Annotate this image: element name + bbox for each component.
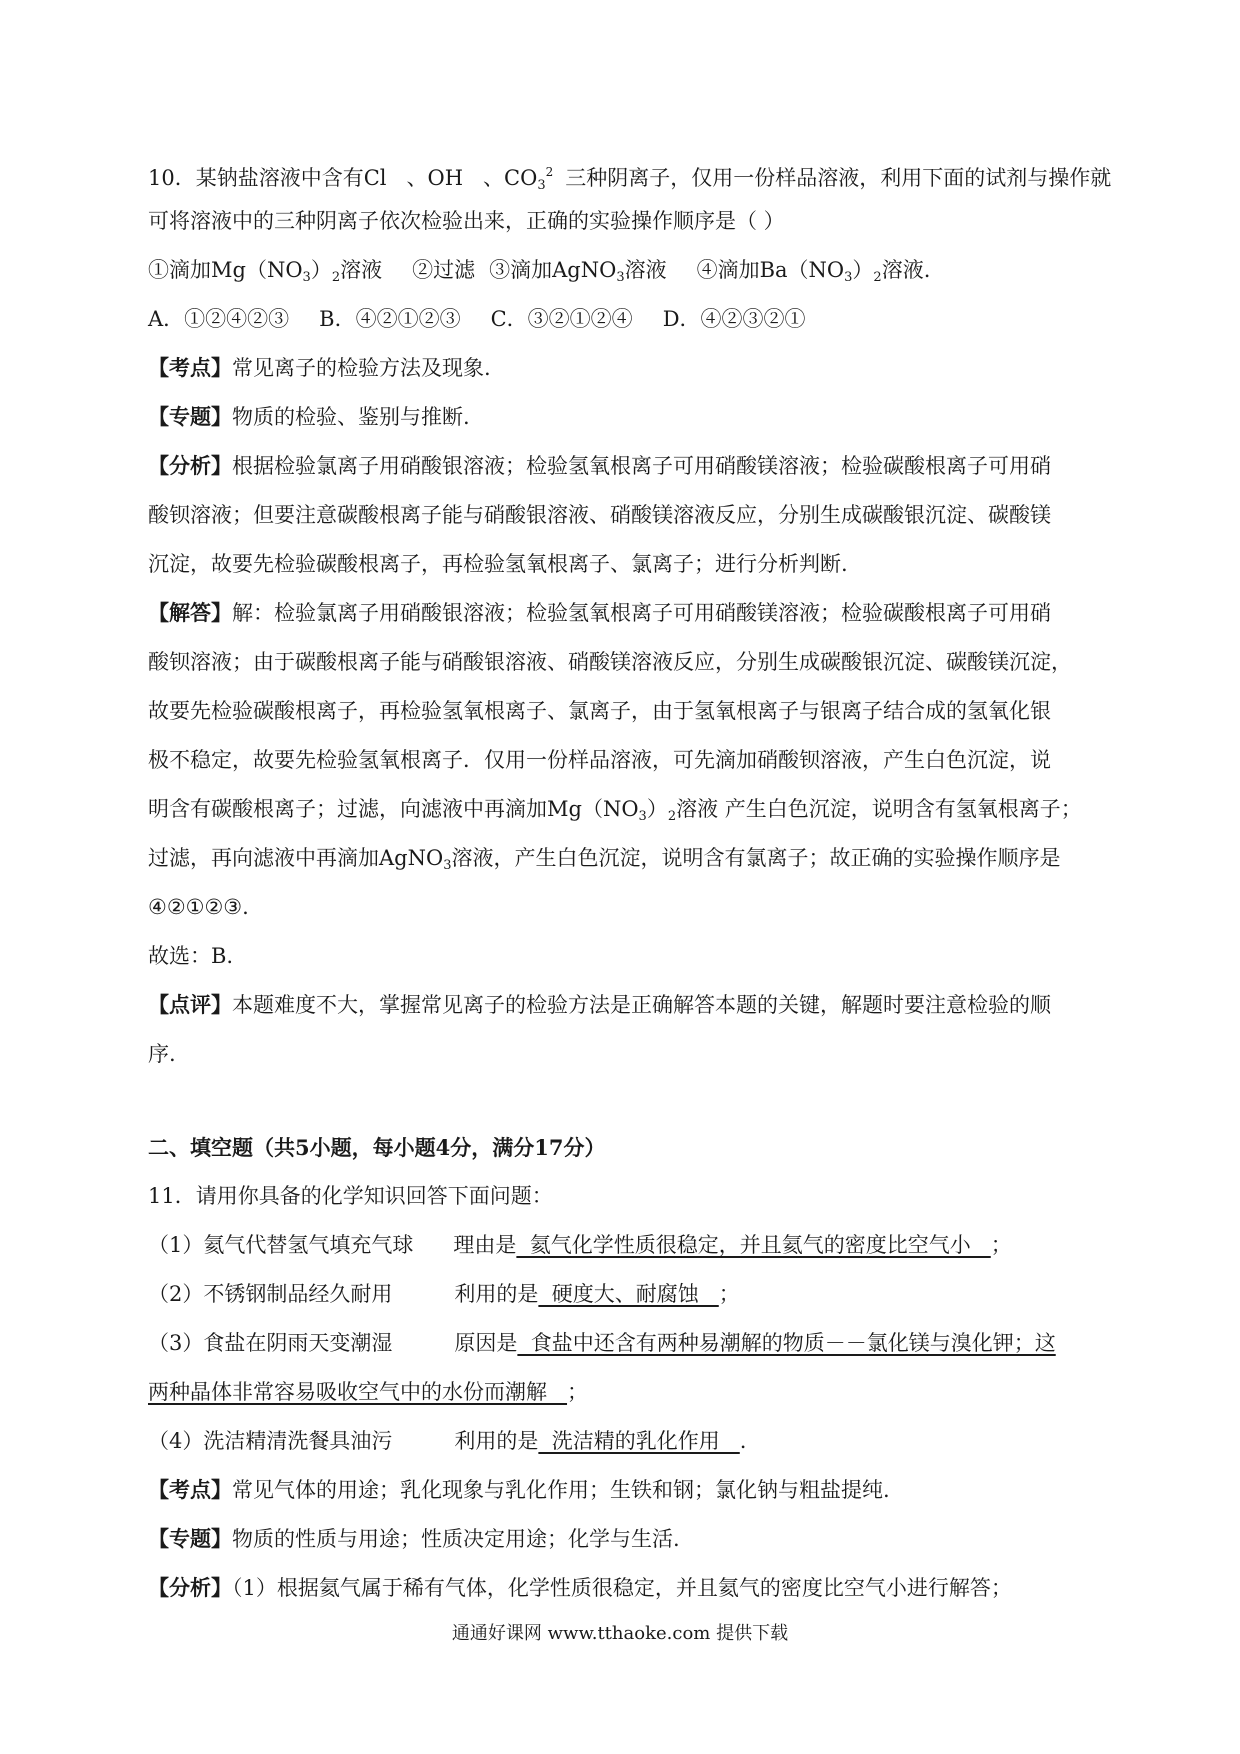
q10-options: [148, 254, 930, 294]
q10-kaodian: [148, 352, 491, 384]
q10-stem-text: 三种阴离子，仅用一份样品溶液，利用下面的试剂与操作就: [565, 166, 1112, 190]
option-4: ）: [852, 258, 874, 282]
q11-part2: [148, 1278, 740, 1310]
subscript: 3: [844, 270, 853, 285]
answer-blank: 食盐中还含有两种易潮解的物质－－氯化镁与溴化钾；这: [517, 1331, 1056, 1355]
tag-zhuanti: 【专题】: [148, 404, 232, 429]
tag-jieda: 【解答】: [148, 600, 232, 625]
q10-guxuan: 故选：B.: [148, 944, 234, 968]
subscript: 2: [873, 270, 882, 285]
dianping-text: 本题难度不大，掌握常见离子的检验方法是正确解答本题的关键，解题时要注意检验的顺: [232, 993, 1051, 1017]
part-end: ；: [990, 1233, 1012, 1257]
q10-jieda-line5: [148, 793, 1082, 833]
q11-part4: [148, 1425, 746, 1457]
q10-stem-text: 、CO: [483, 166, 538, 190]
answer-blank: 两种晶体非常容易吸收空气中的水份而潮解: [148, 1380, 568, 1404]
subscript: 3: [638, 809, 647, 824]
tag-kaodian: 【考点】: [148, 355, 232, 380]
part-label: （4）洗洁精清洗餐具油污: [148, 1429, 393, 1453]
q10-stem-text: 10．某钠盐溶液中含有Cl: [148, 166, 387, 190]
q11-part3-line2: [148, 1376, 588, 1408]
part-lead: 原因是: [454, 1331, 518, 1355]
q10-jieda-line1: [148, 597, 1051, 629]
q11-stem: 11．请用你具备的化学知识回答下面问题：: [148, 1184, 553, 1208]
choice-a: A．①②④②③: [148, 307, 290, 331]
part-label: （3）食盐在阴雨天变潮湿: [148, 1331, 393, 1355]
q10-stem-line1: [148, 156, 1111, 202]
q11-fenxi: [148, 1572, 1012, 1604]
q10-stem-line2: 可将溶液中的三种阴离子依次检验出来，正确的实验操作顺序是（ ）: [148, 209, 785, 233]
jieda-text: 明含有碳酸根离子；过滤，向滤液中再滴加Mg（NO: [148, 797, 639, 821]
q10-jieda-line4: 极不稳定，故要先检验氢氧根离子．仅用一份样品溶液，可先滴加硝酸钡溶液，产生白色沉淀，说: [148, 748, 1051, 772]
q10-jieda-line2: 酸钡溶液；由于碳酸根离子能与硝酸银溶液、硝酸镁溶液反应，分别生成碳酸银沉淀、碳酸镁沉淀，: [148, 650, 1072, 674]
kaodian-text: 常见气体的用途；乳化现象与乳化作用；生铁和钢；氯化钠与粗盐提纯.: [232, 1478, 890, 1502]
part-lead: 利用的是: [454, 1282, 539, 1306]
part-lead: 利用的是: [454, 1429, 539, 1453]
tag-fenxi: 【分析】: [148, 1575, 232, 1600]
jieda-text: 溶液，产生白色沉淀，说明含有氯离子；故正确的实验操作顺序是: [451, 846, 1061, 870]
tag-dianping: 【点评】: [148, 992, 232, 1017]
option-3: ③滴加AgNO: [489, 258, 617, 282]
option-3: 溶液: [624, 258, 667, 282]
q10-fenxi-line2: 酸钡溶液；但要注意碳酸根离子能与硝酸银溶液、硝酸镁溶液反应，分别生成碳酸银沉淀、碳酸镁: [148, 503, 1051, 527]
q11-kaodian: [148, 1474, 890, 1506]
subscript: 2: [331, 270, 341, 285]
subscript: 3: [537, 178, 546, 193]
jieda-text: ）: [646, 797, 668, 821]
part-end: ；: [718, 1282, 740, 1306]
choice-c: C．③②①②④: [490, 307, 633, 331]
option-1: 溶液: [340, 258, 383, 282]
page-footer: 通通好课网 www.tthaoke.com 提供下载: [451, 1623, 789, 1644]
q10-jieda-line7: ④②①②③.: [148, 895, 249, 919]
part-label: （2）不锈钢制品经久耐用: [148, 1282, 393, 1306]
q10-jieda-line3: 故要先检验碳酸根离子，再检验氢氧根离子、氯离子，由于氢氧根离子与银离子结合成的氢氧化银: [148, 699, 1051, 723]
q10-fenxi-line1: [148, 450, 1051, 482]
q10-dianping-line2: 序.: [148, 1042, 176, 1066]
jieda-text: 解：检验氯离子用硝酸银溶液；检验氢氧根离子可用硝酸镁溶液；检验碳酸根离子可用硝: [232, 601, 1051, 625]
q10-dianping-line1: [148, 989, 1051, 1021]
q10-fenxi-line3: 沉淀，故要先检验碳酸根离子，再检验氢氧根离子、氯离子；进行分析判断.: [148, 552, 848, 576]
subscript: 3: [302, 270, 311, 285]
q10-choices: [148, 303, 806, 335]
option-2: ②过滤: [412, 258, 476, 282]
answer-blank: 氦气化学性质很稳定，并且氦气的密度比空气小: [516, 1233, 991, 1257]
option-1: ）: [310, 258, 332, 282]
q10-jieda-line6: [148, 842, 1060, 882]
choice-d: D．④②③②①: [662, 307, 806, 331]
superscript: 2: [545, 165, 554, 179]
option-1: ①滴加Mg（NO: [148, 258, 303, 282]
tag-zhuanti: 【专题】: [148, 1526, 232, 1551]
q11-zhuanti: [148, 1523, 680, 1555]
kaodian-text: 常见离子的检验方法及现象.: [232, 356, 491, 380]
subscript: 2: [667, 809, 677, 824]
choice-b: B．④②①②③: [319, 307, 461, 331]
q11-part1: [148, 1229, 1012, 1261]
part-lead: 理由是: [453, 1233, 517, 1257]
answer-blank: 洗洁精的乳化作用: [538, 1429, 740, 1453]
fenxi-text: （1）根据氦气属于稀有气体，化学性质很稳定，并且氦气的密度比空气小进行解答；: [232, 1576, 1012, 1600]
jieda-text: 过滤，再向滤液中再滴加AgNO: [148, 846, 444, 870]
jieda-text: 溶液 产生白色沉淀，说明含有氢氧根离子；: [676, 797, 1082, 821]
subscript: 3: [616, 270, 625, 285]
part-end: .: [739, 1429, 747, 1453]
option-4: ④滴加Ba（NO: [696, 258, 845, 282]
option-4: 溶液.: [881, 258, 931, 282]
zhuanti-text: 物质的性质与用途；性质决定用途；化学与生活.: [232, 1527, 680, 1551]
q10-zhuanti: [148, 401, 470, 433]
q10-stem-text: 、OH: [406, 166, 464, 190]
section-heading: 二、填空题（共5小题，每小题4分，满分17分）: [148, 1135, 606, 1160]
subscript: 3: [443, 858, 452, 873]
zhuanti-text: 物质的检验、鉴别与推断.: [232, 405, 470, 429]
q11-part3-line1: [148, 1327, 1056, 1359]
part-label: （1）氦气代替氢气填充气球: [148, 1233, 414, 1257]
tag-kaodian: 【考点】: [148, 1477, 232, 1502]
answer-blank: 硬度大、耐腐蚀: [538, 1282, 719, 1306]
tag-fenxi: 【分析】: [148, 453, 232, 478]
part-end: ；: [567, 1380, 589, 1404]
fenxi-text: 根据检验氯离子用硝酸银溶液；检验氢氧根离子可用硝酸镁溶液；检验碳酸根离子可用硝: [232, 454, 1051, 478]
